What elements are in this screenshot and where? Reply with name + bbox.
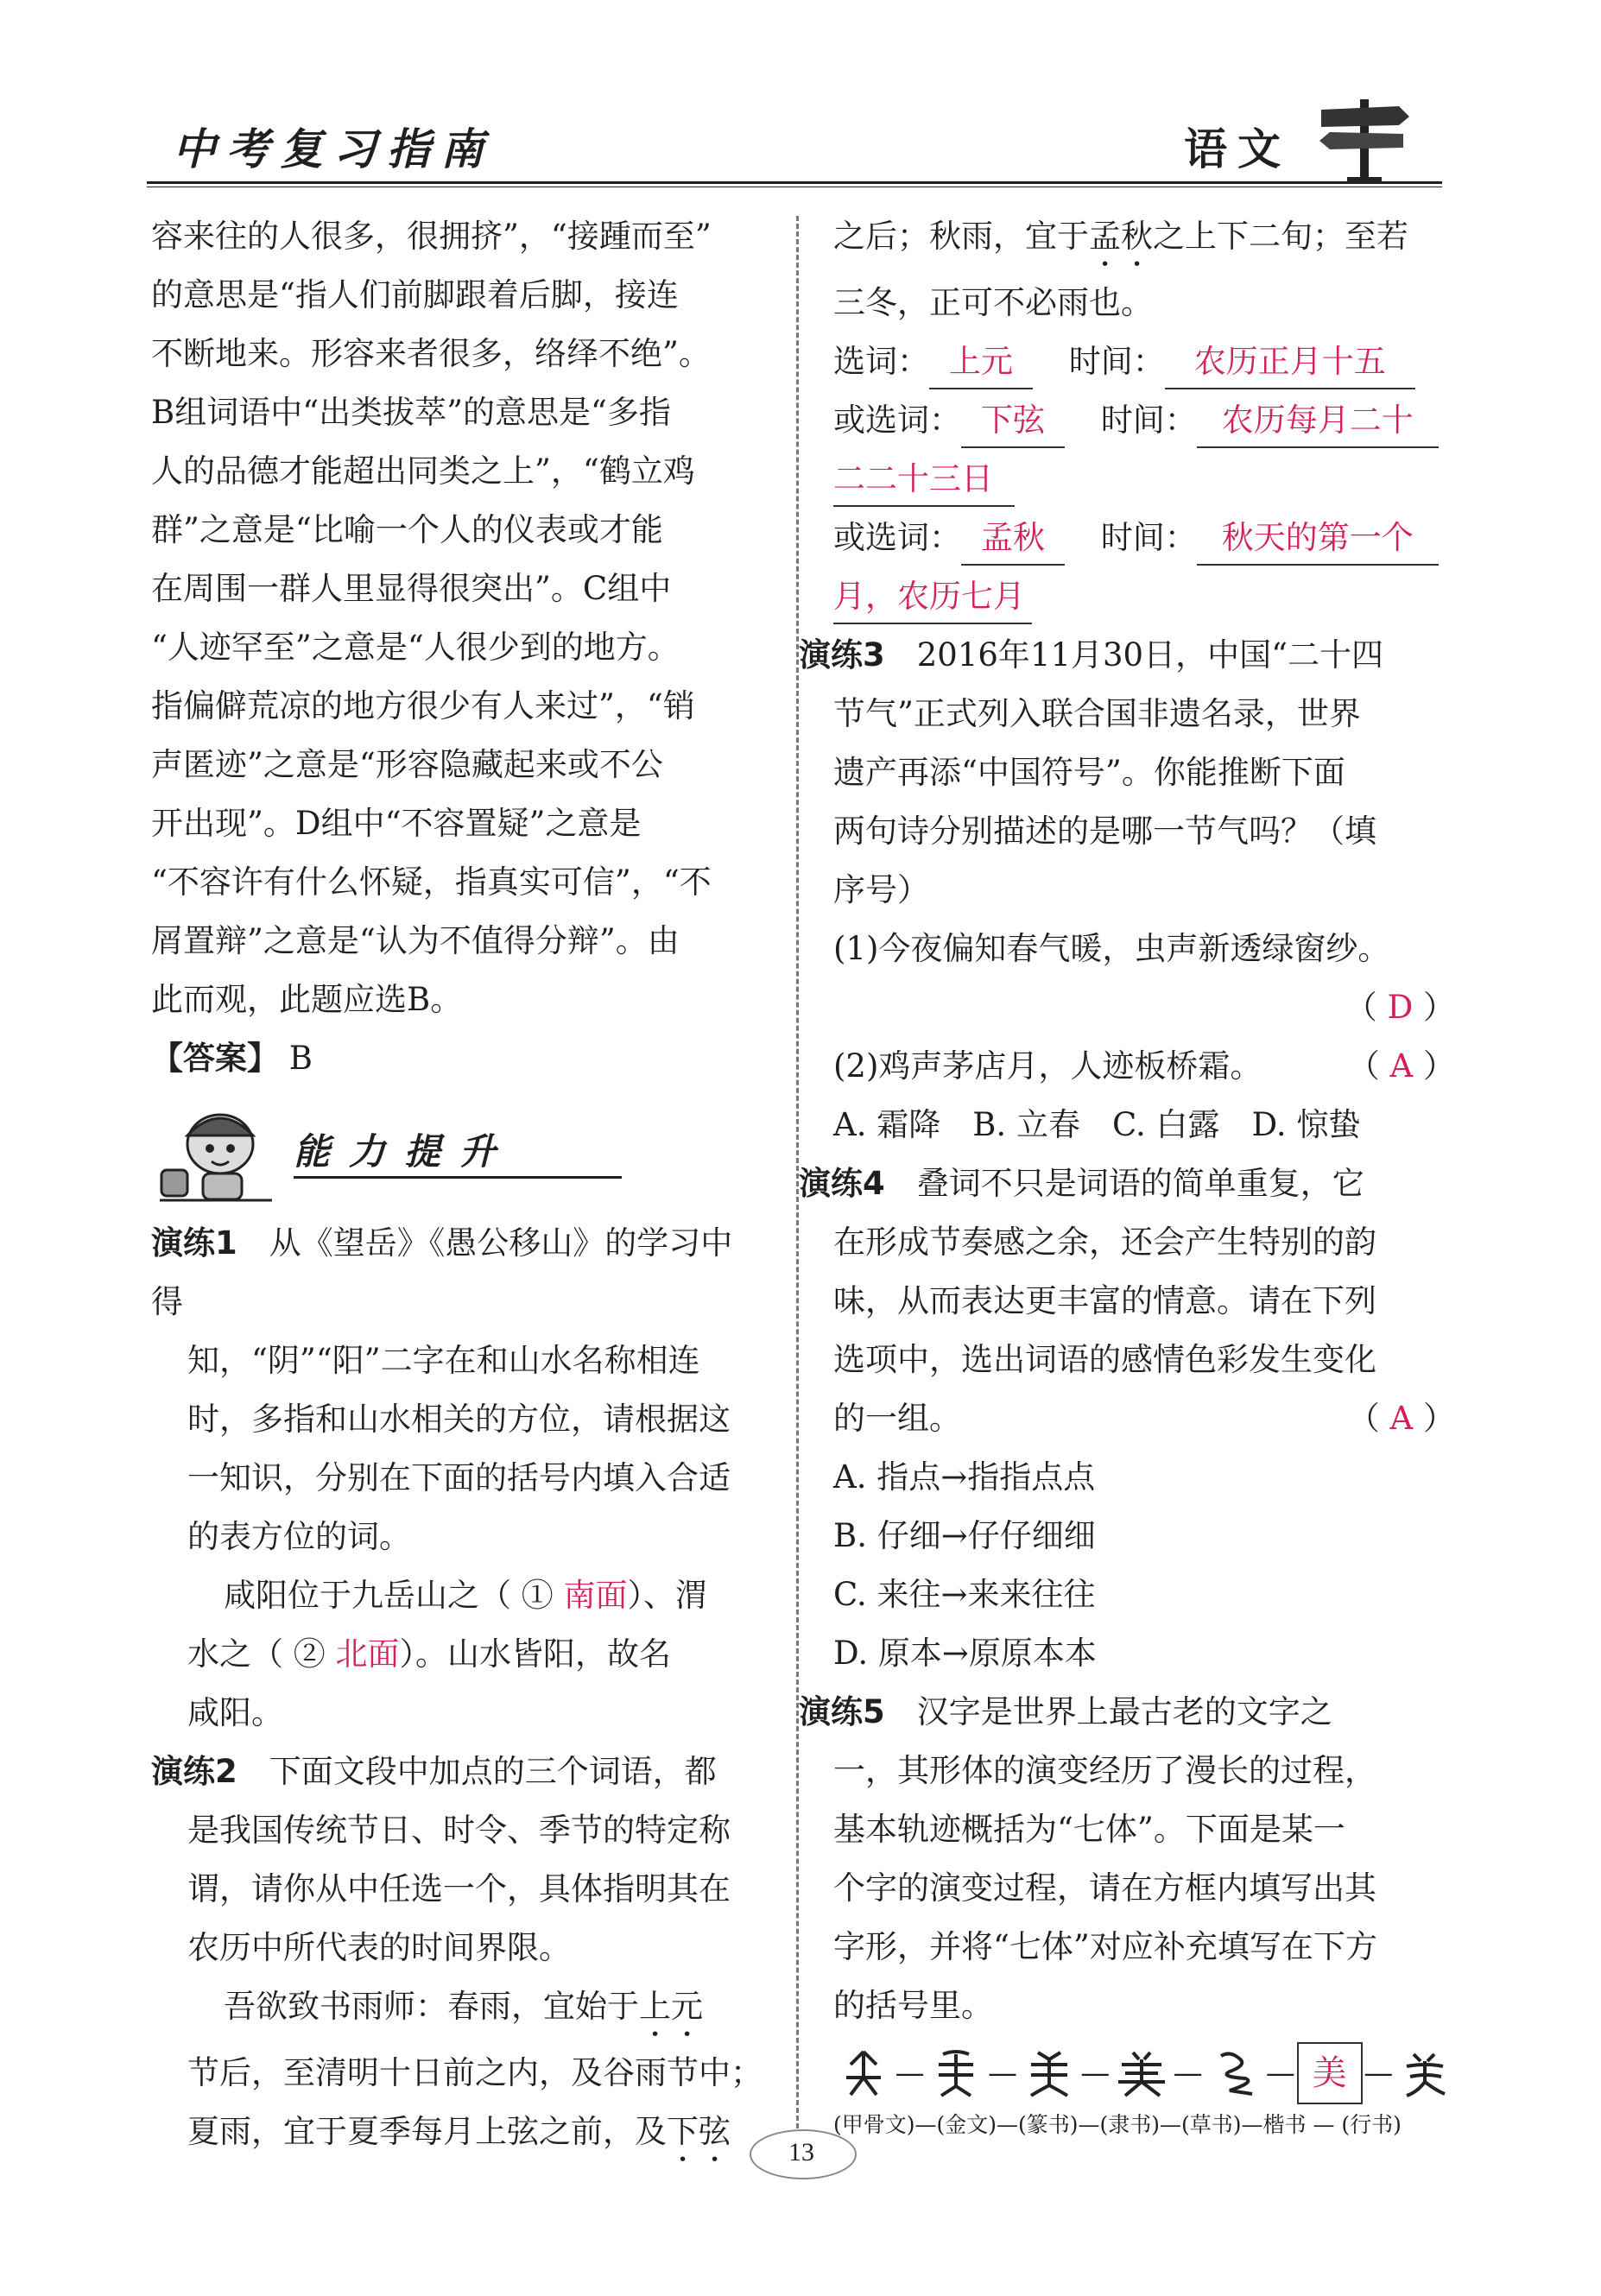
exercise-3-line (799, 626, 1455, 685)
answer-letter: D (1387, 989, 1414, 1026)
passage-line (151, 2103, 764, 2169)
exercise-2-text: 农历中所代表的时间界限。 (187, 1929, 571, 1966)
exercise-2-text: 谓，请你从中任选一个，具体指明其在 (187, 1870, 731, 1907)
answer-2: 北面 (335, 1635, 400, 1673)
dash: — (1265, 2056, 1295, 2090)
answer-row (833, 567, 1455, 626)
answer-word-2: 下弦 (961, 395, 1065, 448)
answer-letter: A (1389, 1400, 1414, 1437)
question-line: (1)今夜偏知春气暖，虫声新透绿窗纱。 (833, 930, 1390, 967)
intro-line: 的意思是“指人们前脚跟着后脚，接连 (151, 276, 679, 313)
answer-paren: （ A ） (1347, 1400, 1455, 1437)
passage-line (151, 1977, 764, 2044)
intro-line: 屑置辩”之意是“认为不值得分辩”。由 (151, 922, 680, 959)
page-header (147, 99, 1442, 186)
answer-row (833, 509, 1455, 567)
answer-label: 【答案】 (151, 1040, 279, 1077)
exercise-2-text: 下面文段中加点的三个词语，都 (269, 1753, 717, 1790)
passage-line: 三冬，正可不必雨也。 (833, 284, 1153, 321)
exercise-5-text: 个字的演变过程，请在方框内填写出其 (833, 1869, 1376, 1907)
quote-text: 水之（ ② (187, 1635, 326, 1673)
answer-word-1: 上元 (929, 336, 1033, 389)
option-item: A. 指点→指指点点 (833, 1458, 1096, 1496)
passage-line: 节后，至清明十日前之内，及谷雨节中； (187, 2054, 763, 2091)
exercise-1-quote: 咸阳。 (187, 1694, 283, 1731)
exercise-1-text: 一知识，分别在下面的括号内填入合适 (187, 1459, 731, 1496)
exercise-4-text: 选项中，选出词语的感情色彩发生变化 (833, 1341, 1376, 1378)
section-underline (294, 1176, 622, 1179)
exercise-4-text-end: 的一组。 (833, 1400, 961, 1437)
answer-box: 美 (1297, 2042, 1363, 2104)
section-header (151, 1097, 764, 1209)
answer-time-3-cont: 月，农历七月 (833, 571, 1032, 624)
exercise-1-line (151, 1214, 764, 1331)
answer-paren: （ D ） (1345, 989, 1455, 1026)
question-line (833, 1037, 1455, 1096)
exercise-1-text: 知，“阴”“阳”二字在和山水名称相连 (187, 1342, 700, 1379)
exercise-4-text (833, 1389, 1455, 1448)
bronze-glyph-icon (926, 2047, 986, 2099)
exercise-2-line (151, 1743, 764, 1801)
answer-row (833, 332, 1455, 391)
exercise-2-text: 是我国传统节日、时令、季节的特定称 (187, 1812, 731, 1849)
exercise-5-text: 基本轨迹概括为“七体”。下面是某一 (833, 1811, 1345, 1848)
passage-text: 之上下二旬；至若 (1153, 218, 1408, 255)
time-label: 时间： (1100, 519, 1197, 556)
intro-line: 开出现”。D组中“不容置疑”之意是 (151, 805, 642, 842)
character-evolution-row (833, 2042, 1455, 2104)
exercise-1-text: 的表方位的词。 (187, 1518, 411, 1555)
intro-line: B组词语中“出类拔萃”的意思是“多指 (151, 394, 671, 431)
cursive-glyph-icon (1204, 2047, 1264, 2099)
dash: — (895, 2056, 925, 2090)
dash: — (987, 2056, 1017, 2090)
exercise-5-text: 汉字是世界上最古老的文字之 (916, 1693, 1332, 1730)
intro-line: 人的品德才能超出同类之上”，“鹤立鸡 (151, 452, 695, 490)
exercise-3-text: 两句诗分别描述的是哪一节气吗？（填 (833, 813, 1376, 850)
section-title: 能力提升 (294, 1130, 516, 1173)
option-item: D. 原本→原原本本 (833, 1635, 1097, 1672)
exercise-1-quote (151, 1566, 764, 1625)
right-column (799, 207, 1455, 2142)
exercise-1-text: 从《望岳》《愚公移山》的学习中得 (151, 1224, 733, 1320)
intro-line: 群”之意是“比喻一个人的仪表或才能 (151, 511, 663, 548)
intro-line: 此而观，此题应选B。 (151, 981, 463, 1018)
answer-paren: （ A ） (1347, 1047, 1455, 1085)
exercise-5-text: 的括号里。 (833, 1987, 993, 2024)
signpost-icon (1313, 91, 1416, 186)
exercise-5-label: 演练5 (799, 1693, 885, 1730)
mascot-icon (151, 1101, 281, 1205)
word-label: 或选词： (833, 402, 961, 439)
dash: — (1080, 2056, 1111, 2090)
exercise-1-quote (151, 1625, 764, 1684)
quote-text: ）、渭 (627, 1577, 708, 1614)
dash: — (1364, 2056, 1394, 2090)
intro-line: 不断地来。形容来者很多，络绎不绝”。 (151, 335, 711, 372)
running-script-glyph-icon (1395, 2047, 1455, 2099)
exercise-5-text: 字形，并将“七体”对应补充填写在下方 (833, 1928, 1377, 1965)
intro-line: 容来往的人很多，很拥挤”，“接踵而至” (151, 218, 712, 255)
intro-line: 在周围一群人里显得很突出”。C组中 (151, 570, 672, 607)
exercise-3-text: 2016年11月30日，中国“二十四 (916, 636, 1383, 674)
passage-text: 之后；秋雨，宜于 (833, 218, 1089, 255)
exercise-5-text: 一，其形体的演变经历了漫长的过程， (833, 1752, 1376, 1789)
answer-line (151, 1029, 764, 1088)
evolution-labels: (甲骨文)—(金文)—(篆书)—(隶书)—(草书)—楷书 — (行书) (833, 2112, 1402, 2137)
option-item: B. 仔细→仔仔细细 (833, 1517, 1096, 1554)
answer-row (833, 450, 1455, 509)
exercise-4-label: 演练4 (799, 1165, 885, 1202)
passage-text: 夏雨，宜于夏季每月上弦之前，及 (187, 2113, 667, 2150)
answer-row (833, 391, 1455, 450)
oracle-bone-glyph-icon (833, 2047, 894, 2099)
page-number: 13 (788, 2138, 814, 2166)
answer-word-3: 孟秋 (961, 512, 1065, 566)
intro-line: 声匿迹”之意是“形容隐藏起来或不公 (151, 746, 663, 783)
subject-label: 语文 (1184, 124, 1291, 174)
header-rule (147, 181, 1442, 184)
passage-text: 吾欲致书雨师：春雨，宜始于 (224, 1988, 639, 2025)
dotted-word: 下弦 (667, 2113, 731, 2150)
exercise-2-label: 演练2 (151, 1753, 237, 1790)
intro-line: “不容许有什么怀疑，指真实可信”，“不 (151, 863, 712, 901)
seal-glyph-icon (1019, 2047, 1079, 2099)
exercise-3-text: 序号） (833, 871, 929, 908)
word-label: 或选词： (833, 519, 961, 556)
answer-value: B (288, 1040, 313, 1077)
dotted-word: 孟秋 (1089, 218, 1153, 255)
time-label: 时间： (1100, 402, 1197, 439)
quote-text: ）。山水皆阳，故名 (399, 1635, 672, 1673)
dotted-word: 上元 (639, 1988, 703, 2025)
exercise-1-label: 演练1 (151, 1224, 237, 1262)
answer-letter: A (1389, 1047, 1414, 1085)
word-label: 选词： (833, 343, 929, 380)
answer-paren-row (833, 978, 1455, 1037)
passage-line (833, 207, 1455, 274)
answer-time-3: 秋天的第一个 (1197, 512, 1439, 566)
exercise-3-label: 演练3 (799, 636, 885, 674)
book-title: 中考复习指南 (173, 124, 494, 174)
dash: — (1173, 2056, 1203, 2090)
option-item: C. 来往→来来往往 (833, 1576, 1096, 1613)
exercise-1-text: 时，多指和山水相关的方位，请根据这 (187, 1401, 731, 1438)
left-column (151, 207, 764, 2169)
exercise-4-line (799, 1154, 1455, 1213)
exercise-4-text: 味，从而表达更丰富的情意。请在下列 (833, 1282, 1376, 1319)
time-label: 时间： (1068, 343, 1165, 380)
intro-line: “人迹罕至”之意是“人很少到的地方。 (151, 629, 680, 666)
answer-1: 南面 (563, 1577, 628, 1614)
quote-text: 咸阳位于九岳山之（ ① (224, 1577, 554, 1614)
clerical-glyph-icon (1111, 2047, 1172, 2099)
exercise-3-text: 遗产再添“中国符号”。你能推断下面 (833, 754, 1345, 791)
exercise-4-text: 在形成节奏感之余，还会产生特别的韵 (833, 1224, 1376, 1261)
exercise-3-text: 节气”正式列入联合国非遗名录，世界 (833, 695, 1361, 732)
exercise-5-line (799, 1683, 1455, 1742)
answer-time-2: 农历每月二十 (1197, 395, 1439, 448)
answer-time-2-cont: 二二十三日 (833, 453, 1015, 507)
exercise-4-text: 叠词不只是词语的简单重复，它 (916, 1165, 1364, 1202)
question-text: (2)鸡声茅店月，人迹板桥霜。 (833, 1047, 1262, 1085)
answer-time-1: 农历正月十五 (1165, 336, 1415, 389)
intro-line: 指偏僻荒凉的地方很少有人来过”，“销 (151, 687, 695, 724)
options-line: A. 霜降 B. 立春 C. 白露 D. 惊蛰 (833, 1106, 1361, 1143)
